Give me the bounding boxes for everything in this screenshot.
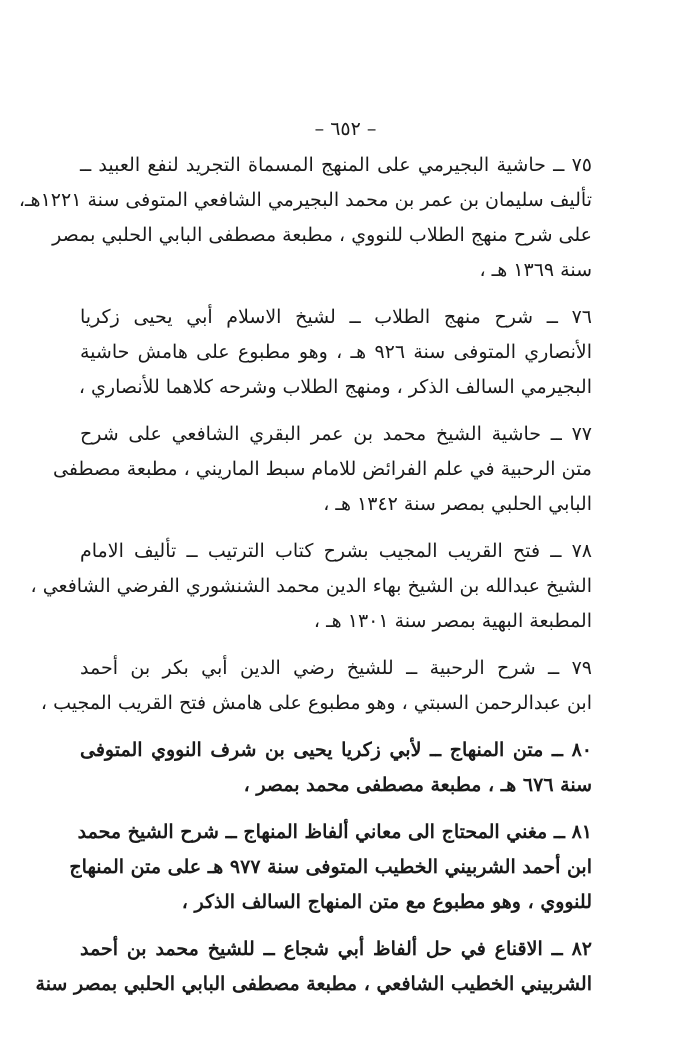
entry-line: على شرح منهج الطلاب للنووي ، مطبعة مصطفى البابي الحلبي بمصر: [52, 224, 592, 246]
entry-line: ٧٦ ــ شرح منهج الطلاب ــ لشيخ الاسلام أبي يحيى زكريا: [80, 306, 592, 328]
entry-line: ٨٠ ــ متن المنهاج ــ لأبي زكريا يحيى بن شرف النووي المتوفى: [80, 739, 592, 761]
entry-line: الشيخ عبدالله بن الشيخ بهاء الدين محمد الشنشوري الفرضي الشافعي ،: [30, 575, 592, 597]
entry-line: ٨١ ــ مغني المحتاج الى معاني ألفاظ المنهاج ــ شرح الشيخ محمد: [77, 821, 592, 843]
bibliography-list: [18, 148, 592, 1014]
entry-line: ابن أحمد الشربيني الخطيب المتوفى سنة ٩٧٧ هـ على متن المنهاج: [69, 856, 592, 878]
entry-line: متن الرحبية في علم الفرائض للامام سبط الماريني ، مطبعة مصطفى: [52, 458, 592, 480]
entry-line: البابي الحلبي بمصر سنة ١٣٤٢ هـ ،: [323, 493, 592, 515]
entry-line: ٧٧ ــ حاشية الشيخ محمد بن عمر البقري الشافعي على شرح: [80, 423, 592, 445]
entry-line: سنة ٦٧٦ هـ ، مطبعة مصطفى محمد بمصر ،: [243, 774, 592, 796]
entry-line: تأليف سليمان بن عمر بن محمد البجيرمي الشافعي المتوفى سنة ١٢٢١هـ،: [18, 189, 592, 211]
entry-line: البجيرمي السالف الذكر ، ومنهج الطلاب وشرحه كلاهما للأنصاري ،: [78, 376, 592, 398]
bibliography-entry-80: [80, 733, 592, 803]
entry-line: سنة ١٣٦٩ هـ ،: [479, 259, 592, 281]
bibliography-entry-79: [40, 651, 592, 721]
bibliography-entry-78: [30, 534, 592, 639]
entry-line: ٨٢ ــ الاقناع في حل ألفاظ أبي شجاع ــ للشيخ محمد بن أحمد: [80, 938, 592, 960]
bibliography-entry-76: [80, 300, 592, 405]
entry-line: ٧٩ ــ شرح الرحبية ــ للشيخ رضي الدين أبي بكر بن أحمد: [80, 657, 592, 679]
bibliography-entry-82: [35, 932, 592, 1002]
entry-line: ٧٨ ــ فتح القريب المجيب بشرح كتاب الترتيب ــ تأليف الامام: [80, 540, 592, 562]
entry-line: للنووي ، وهو مطبوع مع متن المنهاج السالف الذكر ،: [181, 891, 592, 913]
bibliography-entry-77: [52, 417, 592, 522]
entry-line: المطبعة البهية بمصر سنة ١٣٠١ هـ ،: [313, 610, 592, 632]
entry-line: الأنصاري المتوفى سنة ٩٢٦ هـ ، وهو مطبوع على هامش حاشية: [80, 341, 592, 363]
bibliography-entry-75: [18, 148, 592, 288]
entry-line: ابن عبدالرحمن السبتي ، وهو مطبوع على هامش فتح القريب المجيب ،: [40, 692, 592, 714]
entry-line: الشربيني الخطيب الشافعي ، مطبعة مصطفى البابي الحلبي بمصر سنة: [35, 973, 592, 995]
entry-line: ٧٥ ــ حاشية البجيرمي على المنهج المسماة التجريد لنفع العبيد ــ: [80, 154, 592, 176]
page-number: – ٦٥٢ –: [314, 118, 377, 140]
bibliography-entry-81: [69, 815, 592, 920]
